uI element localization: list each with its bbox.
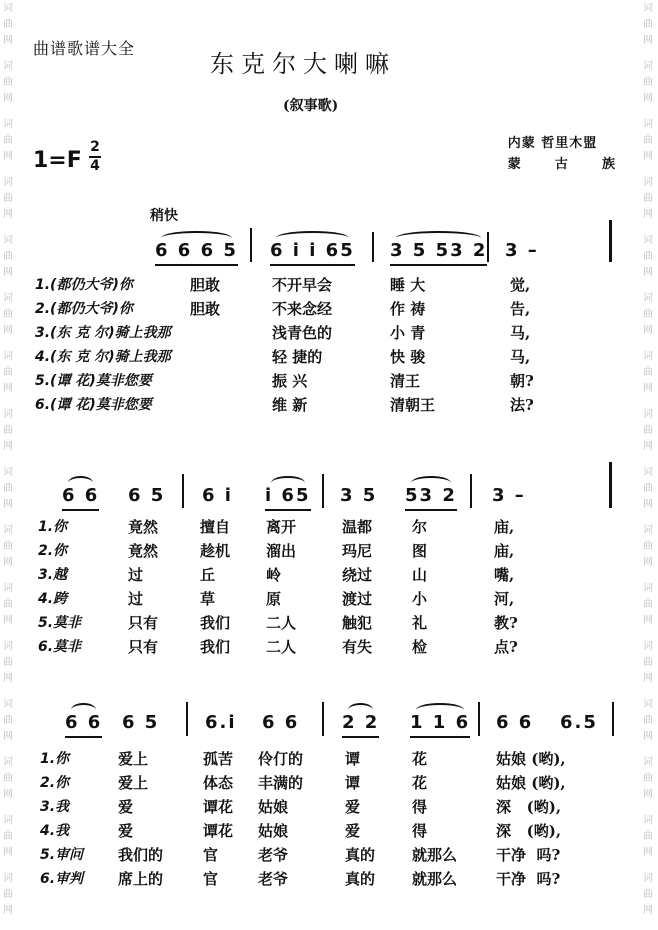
watermark-glyph: 词 <box>3 525 13 536</box>
watermark-glyph: 曲 <box>643 541 653 552</box>
lyric-cell: 不来念经 <box>272 300 333 318</box>
watermark-glyph: 曲 <box>643 483 653 494</box>
lyric-cell: 离开 <box>266 518 297 536</box>
note-group: 3 5 <box>340 485 378 506</box>
barline <box>322 702 324 736</box>
watermark-glyph: 词 <box>643 409 653 420</box>
watermark-glyph: 词 <box>643 467 653 478</box>
note-group: i 65 <box>265 485 311 511</box>
song-title: 东克尔大喇嘛 <box>210 50 396 78</box>
lyric-cell: 得 <box>412 822 428 840</box>
lyric-cell: 作 祷 <box>390 300 426 318</box>
watermark-glyph: 网 <box>643 847 653 858</box>
watermark-glyph: 曲 <box>643 831 653 842</box>
watermark-glyph: 词 <box>3 873 13 884</box>
watermark-glyph: 曲 <box>643 19 653 30</box>
watermark-glyph: 网 <box>643 151 653 162</box>
lyric-cell: 深 (哟), <box>496 822 562 840</box>
lyric-cell: 谭 <box>345 774 361 792</box>
watermark-glyph: 曲 <box>643 657 653 668</box>
watermark-glyph: 曲 <box>3 193 13 204</box>
lyric-cell: 孤苦 <box>203 750 234 768</box>
watermark-glyph: 曲 <box>3 831 13 842</box>
lyric-cell: 3.越 <box>38 567 68 583</box>
watermark-glyph: 曲 <box>643 367 653 378</box>
lyric-cell: 竟然 <box>128 542 159 560</box>
barline <box>478 702 480 736</box>
watermark-glyph: 词 <box>3 177 13 188</box>
watermark-glyph: 网 <box>3 789 13 800</box>
note-group: 53 2 <box>405 485 457 511</box>
lyric-line <box>0 636 658 658</box>
lyric-line <box>0 298 658 320</box>
barline <box>182 474 184 508</box>
lyric-cell: 马, <box>510 324 531 342</box>
watermark-glyph: 词 <box>643 351 653 362</box>
watermark-glyph: 曲 <box>3 19 13 30</box>
lyric-cell: 胆敢 <box>190 276 221 294</box>
watermark-glyph: 网 <box>643 557 653 568</box>
lyric-line <box>0 868 658 890</box>
lyric-cell: 官 <box>203 870 219 888</box>
lyric-cell: 爱 <box>118 798 134 816</box>
lyric-cell: 擅自 <box>200 518 231 536</box>
lyric-line <box>0 540 658 562</box>
watermark-glyph: 曲 <box>3 541 13 552</box>
watermark-glyph: 曲 <box>3 657 13 668</box>
watermark-glyph: 词 <box>3 3 13 14</box>
lyric-line <box>0 564 658 586</box>
lyric-cell: 只有 <box>128 638 159 656</box>
lyric-cell: 小 <box>412 590 428 608</box>
watermark-glyph: 词 <box>3 409 13 420</box>
watermark-glyph: 网 <box>3 731 13 742</box>
watermark-glyph: 网 <box>3 499 13 510</box>
note-group: 6 i <box>202 485 233 506</box>
lyric-cell: 姑娘 (哟), <box>496 774 566 792</box>
watermark-glyph: 网 <box>3 35 13 46</box>
lyric-cell: 深 (哟), <box>496 798 562 816</box>
lyric-cell: 老爷 <box>258 846 289 864</box>
notes-row <box>0 485 658 519</box>
watermark-glyph: 网 <box>643 615 653 626</box>
watermark-glyph: 网 <box>643 35 653 46</box>
lyric-cell: 真的 <box>345 846 376 864</box>
lyric-cell: 姑娘 <box>258 798 289 816</box>
lyric-cell: 触犯 <box>342 614 373 632</box>
lyric-line <box>0 748 658 770</box>
watermark-glyph: 网 <box>643 499 653 510</box>
watermark-glyph: 曲 <box>643 77 653 88</box>
lyric-cell: 觉, <box>510 276 531 294</box>
watermark-glyph: 词 <box>643 3 653 14</box>
lyric-cell: 溜出 <box>266 542 297 560</box>
watermark-glyph: 网 <box>3 267 13 278</box>
lyric-cell: 点? <box>494 638 518 656</box>
watermark-glyph: 网 <box>3 557 13 568</box>
watermark-glyph: 词 <box>3 235 13 246</box>
watermark-glyph: 曲 <box>643 135 653 146</box>
barline <box>250 232 252 262</box>
watermark-glyph: 网 <box>3 441 13 452</box>
watermark-glyph: 网 <box>3 615 13 626</box>
lyric-cell: 有失 <box>342 638 373 656</box>
lyric-cell: 图 <box>412 542 428 560</box>
lyric-cell: 4.(东 克 尔)骑上我那 <box>35 349 171 365</box>
note-group: 3 – <box>492 485 526 506</box>
lyric-cell: 伶仃的 <box>258 750 304 768</box>
watermark-glyph: 词 <box>3 757 13 768</box>
meter-top: 2 <box>90 139 100 155</box>
lyric-cell: 老爷 <box>258 870 289 888</box>
site-tag: 曲谱歌谱大全 <box>33 39 136 58</box>
watermark-glyph: 曲 <box>3 715 13 726</box>
watermark-glyph: 曲 <box>3 483 13 494</box>
watermark-glyph: 曲 <box>3 135 13 146</box>
barline <box>186 702 188 736</box>
watermark-glyph: 曲 <box>643 715 653 726</box>
lyric-cell: 温都 <box>342 518 373 536</box>
lyric-cell: 过 <box>128 590 144 608</box>
key-signature: 1=F <box>33 148 82 173</box>
lyric-cell: 二人 <box>266 638 297 656</box>
lyric-cell: 小 青 <box>390 324 426 342</box>
watermark-glyph: 曲 <box>3 251 13 262</box>
watermark-glyph: 曲 <box>3 425 13 436</box>
watermark-glyph: 网 <box>3 847 13 858</box>
time-signature <box>89 140 101 174</box>
lyric-cell: 爱 <box>118 822 134 840</box>
watermark-glyph: 词 <box>643 873 653 884</box>
lyric-cell: 睡 大 <box>390 276 426 294</box>
lyric-cell: 2.你 <box>40 775 70 791</box>
lyric-cell: 清朝王 <box>390 396 436 414</box>
origin-region: 内蒙 哲里木盟 <box>507 136 598 151</box>
lyric-line <box>0 322 658 344</box>
watermark-glyph: 曲 <box>643 309 653 320</box>
lyric-cell: 竟然 <box>128 518 159 536</box>
lyric-cell: 5.莫非 <box>38 615 82 631</box>
lyric-cell: 1.(都仍大爷)你 <box>35 277 133 293</box>
lyric-line <box>0 612 658 634</box>
lyric-cell: 山 <box>412 566 428 584</box>
note-group: 6 5 <box>128 485 166 506</box>
lyric-cell: 席上的 <box>118 870 164 888</box>
lyric-cell: 姑娘 (哟), <box>496 750 566 768</box>
lyric-cell: 清王 <box>390 372 421 390</box>
lyric-cell: 干净 吗? <box>496 846 561 864</box>
watermark-glyph: 曲 <box>3 309 13 320</box>
note-group: 6 6 6 5 <box>155 240 238 266</box>
watermark-glyph: 词 <box>3 467 13 478</box>
lyric-cell: 快 骏 <box>390 348 426 366</box>
lyric-line <box>0 796 658 818</box>
lyric-cell: 5.审问 <box>40 847 84 863</box>
note-group: 6 i i 65 <box>270 240 355 266</box>
watermark-glyph: 词 <box>643 815 653 826</box>
watermark-glyph: 网 <box>643 731 653 742</box>
watermark-glyph: 网 <box>3 209 13 220</box>
lyric-cell: 告, <box>510 300 531 318</box>
watermark-glyph: 网 <box>643 441 653 452</box>
watermark-glyph: 网 <box>643 325 653 336</box>
lyric-cell: 原 <box>266 590 282 608</box>
watermark-glyph: 词 <box>3 641 13 652</box>
watermark-glyph: 词 <box>643 61 653 72</box>
lyric-cell: 礼 <box>412 614 428 632</box>
lyric-cell: 趁机 <box>200 542 231 560</box>
watermark-glyph: 网 <box>3 93 13 104</box>
barline <box>612 702 614 736</box>
lyric-cell: 爱上 <box>118 774 149 792</box>
watermark-glyph: 曲 <box>3 367 13 378</box>
lyric-line <box>0 516 658 538</box>
watermark-glyph: 网 <box>643 905 653 916</box>
barline <box>487 232 489 262</box>
note-group: 6 5 <box>122 712 160 733</box>
lyric-cell: 爱 <box>345 822 361 840</box>
lyric-cell: 1.你 <box>40 751 70 767</box>
watermark-glyph: 网 <box>643 267 653 278</box>
lyric-cell: 谭 <box>345 750 361 768</box>
notes-row <box>0 712 658 746</box>
note-group: 6 6 <box>496 712 534 733</box>
watermark-glyph: 网 <box>3 905 13 916</box>
lyric-cell: 得 <box>412 798 428 816</box>
note-group: 6.5 <box>560 712 598 733</box>
barline <box>372 232 374 262</box>
watermark-glyph: 词 <box>3 583 13 594</box>
note-group: 2 2 <box>342 712 379 738</box>
lyric-cell: 6.(谭 花)莫非您要 <box>35 397 152 413</box>
lyric-cell: 爱 <box>345 798 361 816</box>
watermark-glyph: 词 <box>643 119 653 130</box>
lyric-line <box>0 346 658 368</box>
watermark-glyph: 词 <box>643 525 653 536</box>
barline <box>322 474 324 508</box>
song-genre: (叙事歌) <box>283 98 339 114</box>
watermark-glyph: 词 <box>643 293 653 304</box>
watermark-glyph: 词 <box>643 757 653 768</box>
lyric-cell: 5.(谭 花)莫非您要 <box>35 373 152 389</box>
watermark-glyph: 网 <box>3 151 13 162</box>
watermark-glyph: 曲 <box>643 599 653 610</box>
lyric-cell: 朝? <box>510 372 534 390</box>
watermark-glyph: 曲 <box>3 77 13 88</box>
barline <box>609 220 612 262</box>
lyric-cell: 我们 <box>200 614 231 632</box>
lyric-cell: 尔 <box>412 518 428 536</box>
lyric-cell: 胆敢 <box>190 300 221 318</box>
lyric-cell: 法? <box>510 396 534 414</box>
lyric-cell: 振 兴 <box>272 372 308 390</box>
barline <box>470 474 472 508</box>
lyric-cell: 谭花 <box>203 822 234 840</box>
watermark-glyph: 曲 <box>3 889 13 900</box>
watermark-glyph: 词 <box>3 351 13 362</box>
lyric-cell: 丰满的 <box>258 774 304 792</box>
lyric-cell: 4.跨 <box>38 591 68 607</box>
watermark-glyph: 词 <box>643 177 653 188</box>
lyric-cell: 干净 吗? <box>496 870 561 888</box>
watermark-glyph: 曲 <box>643 425 653 436</box>
lyric-cell: 我们的 <box>118 846 164 864</box>
lyric-cell: 丘 <box>200 566 216 584</box>
lyric-cell: 就那么 <box>412 846 458 864</box>
lyric-cell: 我们 <box>200 638 231 656</box>
lyric-line <box>0 274 658 296</box>
lyric-line <box>0 367 658 392</box>
lyric-cell: 2.(都仍大爷)你 <box>35 301 133 317</box>
lyric-cell: 体态 <box>203 774 234 792</box>
watermark-glyph: 词 <box>643 641 653 652</box>
lyric-cell: 只有 <box>128 614 159 632</box>
watermark-glyph: 曲 <box>643 889 653 900</box>
lyric-cell: 庙, <box>494 518 515 536</box>
watermark-glyph: 曲 <box>643 193 653 204</box>
watermark-glyph: 词 <box>643 235 653 246</box>
watermark-glyph: 曲 <box>643 251 653 262</box>
lyric-line <box>0 394 658 416</box>
lyric-cell: 姑娘 <box>258 822 289 840</box>
lyric-cell: 草 <box>200 590 216 608</box>
lyric-cell: 4.我 <box>40 823 70 839</box>
lyric-cell: 6.审判 <box>40 871 84 887</box>
watermark-glyph: 网 <box>643 93 653 104</box>
lyric-cell: 官 <box>203 846 219 864</box>
note-group: 1 1 6 <box>410 712 470 738</box>
lyric-cell: 过 <box>128 566 144 584</box>
lyric-cell: 二人 <box>266 614 297 632</box>
lyric-cell: 就那么 <box>412 870 458 888</box>
watermark-glyph: 网 <box>643 673 653 684</box>
watermark-glyph: 词 <box>3 815 13 826</box>
origin-ethnicity: 蒙 古 族 <box>507 157 616 172</box>
watermark-glyph: 网 <box>643 209 653 220</box>
lyric-cell: 1.你 <box>38 519 68 535</box>
lyric-cell: 不开早会 <box>272 276 333 294</box>
watermark-glyph: 网 <box>3 383 13 394</box>
watermark-glyph: 曲 <box>3 773 13 784</box>
lyric-cell: 马, <box>510 348 531 366</box>
lyric-cell: 岭 <box>266 566 282 584</box>
meter-bottom: 4 <box>90 158 100 174</box>
lyric-line <box>0 588 658 610</box>
note-group: 6 6 <box>62 485 99 511</box>
lyric-line <box>0 820 658 842</box>
origin-info <box>508 133 616 175</box>
lyric-cell: 检 <box>412 638 428 656</box>
note-group: 3 – <box>505 240 539 261</box>
lyric-line <box>0 844 658 866</box>
lyric-cell: 轻 捷的 <box>272 348 323 366</box>
lyric-cell: 花 <box>412 750 428 768</box>
tempo-marking: 稍快 <box>150 208 178 224</box>
lyric-cell: 庙, <box>494 542 515 560</box>
watermark-glyph: 词 <box>643 699 653 710</box>
watermark-glyph: 网 <box>643 383 653 394</box>
lyric-cell: 花 <box>412 774 428 792</box>
watermark-glyph: 词 <box>3 61 13 72</box>
lyric-cell: 真的 <box>345 870 376 888</box>
lyric-cell: 渡过 <box>342 590 373 608</box>
lyric-line <box>0 772 658 794</box>
watermark-glyph: 词 <box>3 699 13 710</box>
lyric-cell: 2.你 <box>38 543 68 559</box>
watermark-glyph: 网 <box>3 325 13 336</box>
barline <box>609 462 612 508</box>
lyric-cell: 河, <box>494 590 515 608</box>
watermark-glyph: 曲 <box>3 599 13 610</box>
lyric-cell: 谭花 <box>203 798 234 816</box>
lyric-cell: 维 新 <box>272 396 308 414</box>
lyric-cell: 玛尼 <box>342 542 373 560</box>
watermark-glyph: 网 <box>643 789 653 800</box>
lyric-cell: 嘴, <box>494 566 515 584</box>
note-group: 3 5 53 2 <box>390 240 487 266</box>
watermark-glyph: 网 <box>3 673 13 684</box>
lyric-cell: 3.(东 克 尔)骑上我那 <box>35 325 171 341</box>
lyric-cell: 浅青色的 <box>272 324 333 342</box>
watermark-glyph: 曲 <box>643 773 653 784</box>
lyric-cell: 3.我 <box>40 799 70 815</box>
watermark-glyph: 词 <box>3 293 13 304</box>
lyric-cell: 绕过 <box>342 566 373 584</box>
lyric-cell: 6.莫非 <box>38 639 82 655</box>
note-group: 6.i <box>205 712 237 733</box>
watermark-glyph: 词 <box>3 119 13 130</box>
watermark-glyph: 词 <box>643 583 653 594</box>
lyric-cell: 教? <box>494 614 518 632</box>
note-group: 6 6 <box>262 712 300 733</box>
note-group: 6 6 <box>65 712 102 738</box>
notes-row <box>0 240 658 274</box>
lyric-cell: 爱上 <box>118 750 149 768</box>
